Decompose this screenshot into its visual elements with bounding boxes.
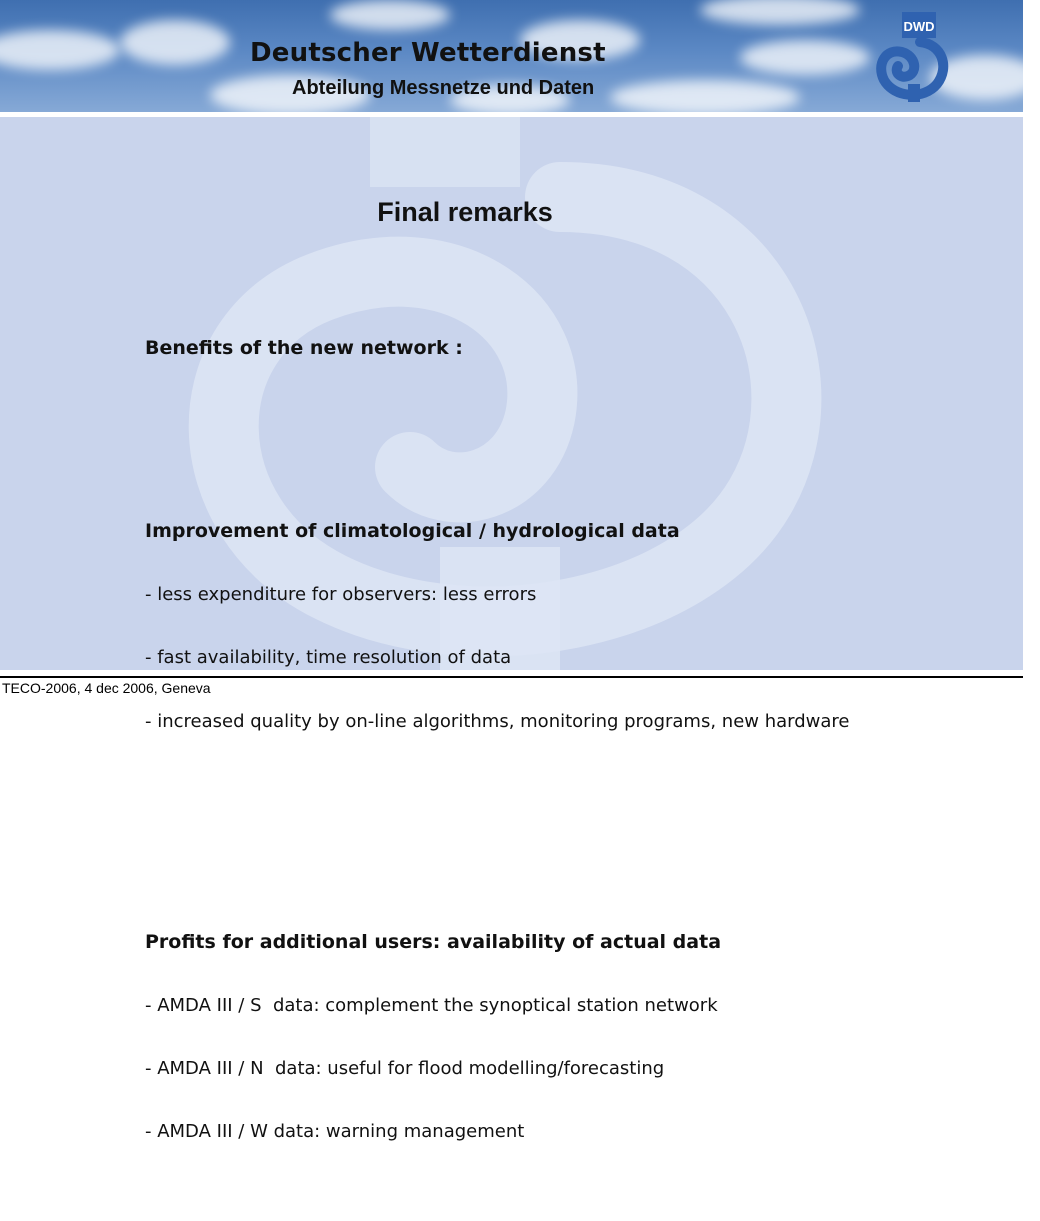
dwd-logo-icon (872, 12, 952, 102)
department-subtitle: Abteilung Messnetze und Daten (292, 77, 595, 99)
list-item: - less expenditure for observers: less errors (145, 584, 537, 605)
cloud-decoration (700, 0, 860, 25)
spacer (145, 810, 850, 835)
section-additional-users (145, 892, 850, 1183)
organization-title: Deutscher Wetterdienst (250, 38, 606, 68)
list-item: - fast availability, time resolution of data (145, 647, 512, 669)
cloud-decoration (330, 0, 450, 30)
spacer (145, 399, 850, 424)
list-item: - increased quality by on-line algorithms, monitoring programs, new hardware (145, 710, 850, 732)
slide-title: Final remarks (377, 197, 553, 227)
list-item: - AMDA III / W data: warning management (145, 1121, 525, 1143)
footer-divider (0, 676, 1023, 678)
section-heading: Profits for additional users: availability of actual data (145, 930, 722, 953)
header-banner (0, 0, 1023, 112)
cloud-decoration (610, 80, 800, 115)
cloud-decoration (740, 40, 870, 75)
section-heading: Improvement of climatological / hydrological data (145, 520, 680, 542)
benefits-heading: Benefits of the new network : (145, 337, 463, 359)
footer-caption: TECO-2006, 4 dec 2006, Geneva (2, 680, 211, 696)
list-item: - AMDA III / N data: useful for flood modelling/forecasting (145, 1058, 665, 1080)
cloud-decoration (0, 30, 120, 70)
slide-content (145, 298, 850, 1221)
cloud-decoration (120, 20, 230, 65)
logo-text: DWD (903, 19, 935, 34)
list-item: - AMDA III / S data: complement the synoptical station network (145, 994, 718, 1016)
section-climatological (145, 481, 850, 772)
